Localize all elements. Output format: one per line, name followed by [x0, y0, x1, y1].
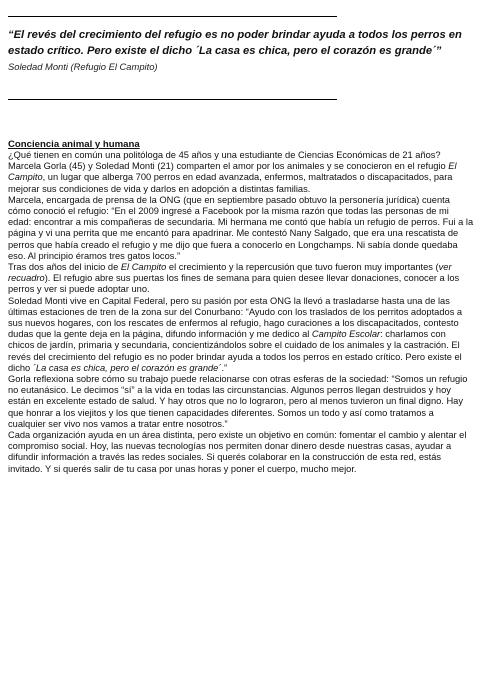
paragraph-text: , un lugar que alberga 700 perros en edad avanzada, enfermos, maltratados o discapacitados, para mejorar sus condiciones de vida y darlos en adopción a distintas familias.	[8, 172, 453, 194]
article-paragraph	[8, 150, 474, 195]
article-heading: Conciencia animal y humana	[8, 139, 140, 150]
bottom-divider-rule	[8, 99, 337, 100]
article-paragraph: Marcela, encargada de prensa de la ONG (que en septiembre pasado obtuvo la personería jurídica) cuenta cómo conoció el refugio: “En el 2009 ingresé a Facebook por la misma razón que todas las personas de mi edad: encontrar a mis compañeras de secundaria. Mi hermana me contó que había un refugio de perros. Fui a la página y vi una perrita que me encantó para apadrinar. Me contestó Nany Salgado, que era una rescatista de perros que había creado el refugio y me dijo que fuera a conocerlo en Longchamps. Ni sabía donde quedaba eso. Al principio éramos tres gatos locos.”	[8, 194, 474, 261]
article-paragraph	[8, 262, 474, 296]
paragraph-text: .”	[221, 362, 228, 373]
pull-quote-author: Soledad Monti (Refugio El Campito)	[8, 61, 158, 72]
article-paragraph: Gorla reflexiona sobre cómo su trabajo puede relacionarse con otras esferas de la sociedad: “Somos un refugio no eutanásico. Le decimos “sí” a la vida en todas las circunstancias. Algunos perros llegan destruidos y hoy están en excelente estado de salud. Y hay otros que no lo lograron, pero al menos tuvieron un final digno. Hay que honrar a los viejitos y los que tienen capacidades diferentes. Somos un todo y así como tratamos a cualquier ser vivo nos vamos a tratar entre nosotros.”	[8, 374, 468, 429]
paragraph-text: ¿Qué tienen en común una politóloga de 45 años y una estudiante de Ciencias Económicas de 21 años? Marcela Gorla (45) y Soledad Monti (21) comparten el amor por los animales y se conocieron en el refugio	[8, 150, 449, 172]
paragraph-text: ). El refugio abre sus puertas los fines de semana para quien desee llevar donaciones, conocer a los perros y ver si puede adoptar uno.	[8, 273, 460, 295]
sidebar-reference: ver recuadro	[8, 262, 452, 284]
paragraph-text: Tras dos años del inicio de	[8, 262, 121, 273]
article-paragraph: Cada organización ayuda en un área distinta, pero existe un objetivo en común: fomentar el cambio y alentar el compromiso social. Hoy, las nuevas tecnologías nos permiten donar dinero desde nuestras casas, ayudar a difundir información a través las redes sociales. Si querés colaborar en la construcción de esta red, estás invitado. Y si querés salir de tu casa por unas horas y poner el cuerpo, mucho mejor.	[8, 430, 467, 474]
paragraph-text: Soledad Monti vive en Capital Federal, pero su pasión por esta ONG la llevó a trasladarse hasta una de las últimas estaciones de tren de la zona sur del Conurbano: “Ayudo con los traslados de los perritos adoptados a sus nuevos hogares, con los rescates de enfermos al refugio, hago curaciones a los discapacitados, contesto dudas que la gente deja en la página, difundo información y me dedico al	[8, 295, 463, 340]
refuge-name: El Campito	[120, 262, 167, 273]
pull-quote	[8, 27, 470, 75]
refuge-name: El Campito	[8, 161, 457, 183]
pull-quote-text: “El revés del crecimiento del refugio es no poder brindar ayuda a todos los perros en estado crítico. Pero existe el dicho ´La casa es chica, pero el corazón es grande´”	[8, 29, 462, 57]
article-paragraph	[8, 296, 474, 374]
paragraph-text: : charlamos con chicos de jardín, primaria y secundaria, concientizándolos sobre el cuidado de los animales y la castración. El revés del crecimiento del refugio es no poder brindar ayuda a todos los perros en estado crítico. Pero existe el dicho	[8, 329, 462, 373]
program-name: Campito Escolar	[311, 329, 381, 340]
saying-quote: ´La casa es chica, pero el corazón es grande´	[32, 362, 222, 373]
top-divider-rule	[8, 16, 337, 17]
paragraph-text: el crecimiento y la repercusión que tuvo fueron muy importantes (	[166, 262, 439, 273]
article-body	[8, 140, 474, 475]
